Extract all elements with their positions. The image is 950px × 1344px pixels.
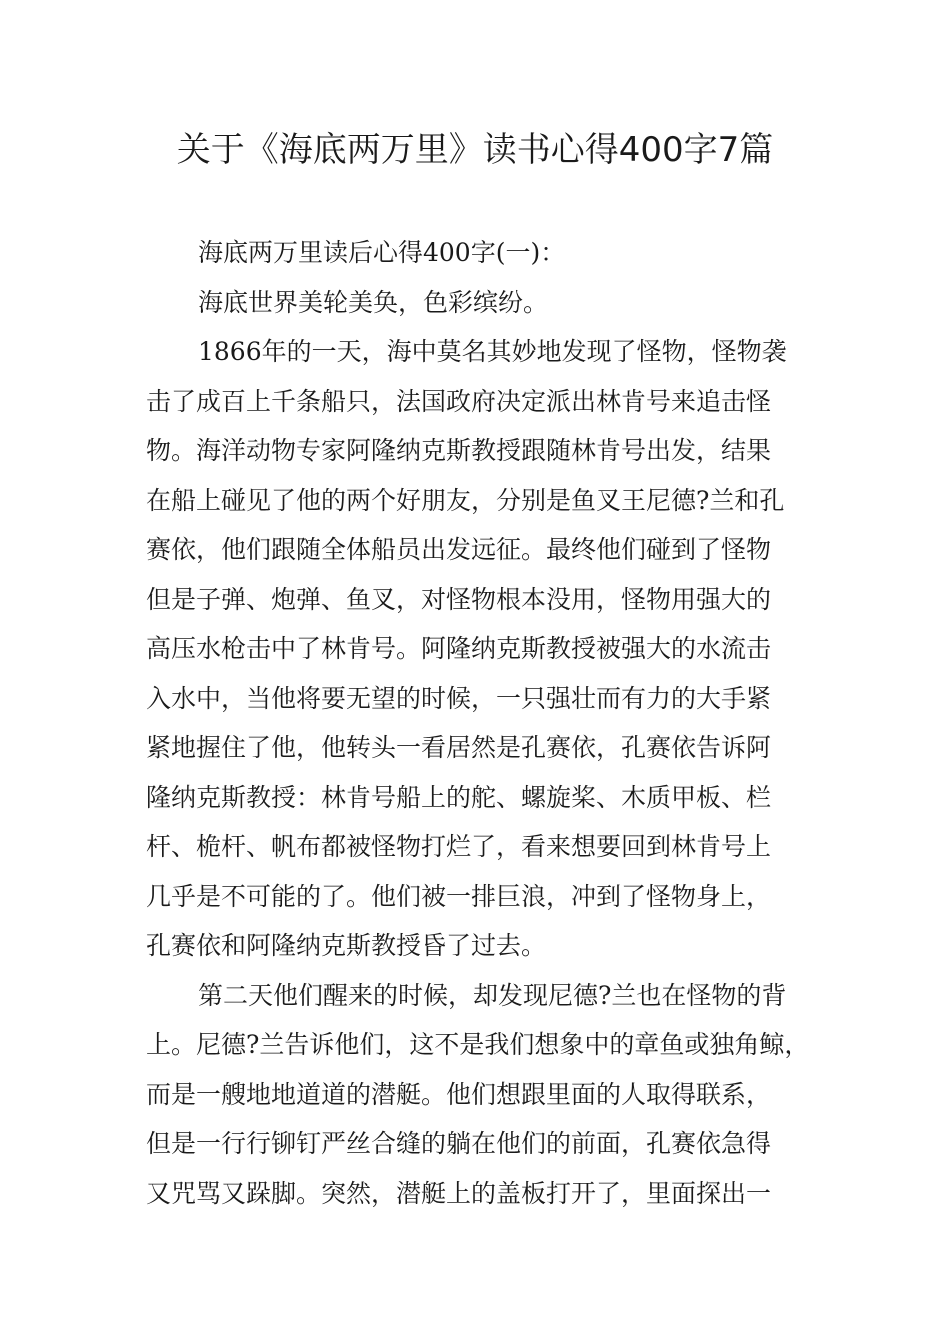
paragraph-line: 在船上碰见了他的两个好朋友，分别是鱼叉王尼德?兰和孔 xyxy=(146,485,785,515)
paragraph-line: 物。海洋动物专家阿隆纳克斯教授跟随林肯号出发，结果 xyxy=(146,436,772,465)
paragraph-line: 杆、桅杆、帆布都被怪物打烂了，看来想要回到林肯号上 xyxy=(146,832,772,861)
paragraph-line: 孔赛依和阿隆纳克斯教授昏了过去。 xyxy=(146,931,547,960)
paragraph-line: 第二天他们醒来的时候，却发现尼德?兰也在怪物的背 xyxy=(198,980,787,1010)
paragraph-line: 击了成百上千条船只，法国政府决定派出林肯号来追击怪 xyxy=(146,386,772,416)
paragraph-line: 紧地握住了他，他转头一看居然是孔赛依，孔赛依告诉阿 xyxy=(146,733,772,762)
document-body xyxy=(146,228,811,1218)
paragraph-line: 上。尼德?兰告诉他们，这不是我们想象中的章鱼或独角鲸， xyxy=(146,1030,810,1059)
paragraph-line: 而是一艘地地道道的潜艇。他们想跟里面的人取得联系， xyxy=(146,1079,772,1109)
document-title: 关于《海底两万里》读书心得400字7篇 xyxy=(176,130,774,170)
paragraph-line: 隆纳克斯教授：林肯号船上的舵、螺旋桨、木质甲板、栏 xyxy=(146,782,772,812)
paragraph-line: 1866年的一天，海中莫名其妙地发现了怪物，怪物袭 xyxy=(198,337,787,366)
paragraph-line: 几乎是不可能的了。他们被一排巨浪，冲到了怪物身上， xyxy=(146,881,772,911)
paragraph-line: 高压水枪击中了林肯号。阿隆纳克斯教授被强大的水流击 xyxy=(146,634,772,663)
section-heading: 海底两万里读后心得400字(一)： xyxy=(198,238,566,267)
paragraph-line: 但是子弹、炮弹、鱼叉，对怪物根本没用，怪物用强大的 xyxy=(146,584,772,614)
paragraph-line: 海底世界美轮美奂，色彩缤纷。 xyxy=(198,287,549,317)
paragraph-line: 赛依，他们跟随全体船员出发远征。最终他们碰到了怪物 xyxy=(146,535,772,564)
paragraph-line: 入水中，当他将要无望的时候，一只强壮而有力的大手紧 xyxy=(146,683,772,713)
paragraph-line: 又咒骂又跺脚。突然，潜艇上的盖板打开了，里面探出一 xyxy=(146,1178,772,1208)
paragraph-line: 但是一行行铆钉严丝合缝的躺在他们的前面，孔赛依急得 xyxy=(146,1129,772,1158)
